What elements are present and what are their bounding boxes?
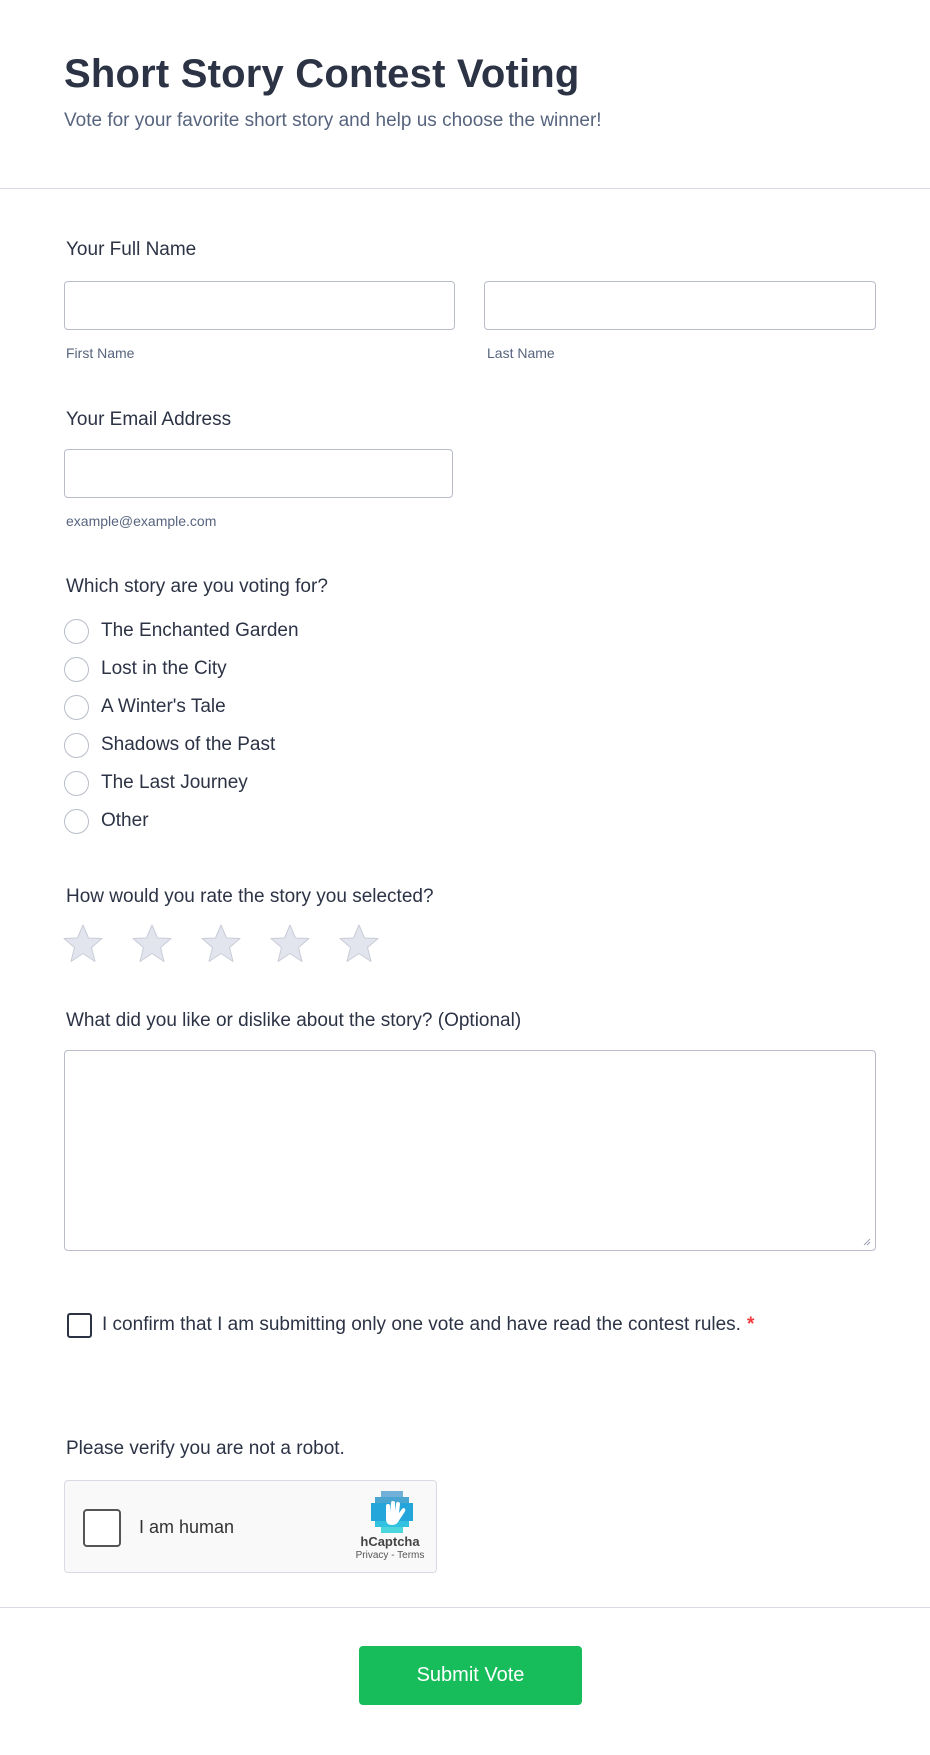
resize-grip-icon[interactable] xyxy=(863,1238,871,1246)
captcha-widget xyxy=(64,1480,437,1573)
last-name-sublabel: Last Name xyxy=(487,345,555,361)
submit-button[interactable]: Submit Vote xyxy=(359,1646,582,1705)
story-option-label: Shadows of the Past xyxy=(101,734,276,755)
story-option[interactable] xyxy=(64,731,275,759)
confirm-checkbox[interactable] xyxy=(67,1313,92,1338)
story-option-label: The Enchanted Garden xyxy=(101,620,299,641)
radio-circle-icon[interactable] xyxy=(64,619,89,644)
star-icon[interactable] xyxy=(338,923,380,965)
form-header xyxy=(0,0,930,189)
story-option[interactable] xyxy=(64,807,149,835)
radio-circle-icon[interactable] xyxy=(64,695,89,720)
radio-circle-icon[interactable] xyxy=(64,771,89,796)
confirm-text: I confirm that I am submitting only one vote and have read the contest rules. xyxy=(102,1314,741,1335)
confirm-label xyxy=(64,1311,784,1338)
hcaptcha-logo-icon xyxy=(371,1491,413,1533)
email-input[interactable] xyxy=(64,449,453,498)
rating-label: How would you rate the story you selected? xyxy=(66,886,434,907)
story-choice-label: Which story are you voting for? xyxy=(66,576,328,597)
story-option[interactable] xyxy=(64,617,299,645)
radio-circle-icon[interactable] xyxy=(64,733,89,758)
full-name-label: Your Full Name xyxy=(66,239,197,260)
form-title: Short Story Contest Voting xyxy=(64,52,580,96)
story-option[interactable] xyxy=(64,655,227,683)
captcha-checkbox[interactable] xyxy=(83,1509,121,1547)
first-name-sublabel: First Name xyxy=(66,345,135,361)
captcha-brand: hCaptcha xyxy=(360,1534,420,1549)
captcha-label: Please verify you are not a robot. xyxy=(66,1438,345,1459)
captcha-links[interactable]: Privacy - Terms xyxy=(355,1550,425,1561)
star-icon[interactable] xyxy=(200,923,242,965)
star-icon[interactable] xyxy=(131,923,173,965)
form-subtitle: Vote for your favorite short story and help us choose the winner! xyxy=(64,110,602,131)
email-label: Your Email Address xyxy=(66,409,232,430)
star-icon[interactable] xyxy=(62,923,104,965)
story-option-label: Lost in the City xyxy=(101,658,227,679)
form-footer xyxy=(0,1607,930,1755)
story-option-label: Other xyxy=(101,810,149,831)
required-mark: * xyxy=(746,1314,755,1335)
feedback-label: What did you like or dislike about the story? (Optional) xyxy=(66,1010,522,1031)
story-option-label: The Last Journey xyxy=(101,772,248,793)
radio-circle-icon[interactable] xyxy=(64,809,89,834)
first-name-input[interactable] xyxy=(64,281,455,330)
star-icon[interactable] xyxy=(269,923,311,965)
last-name-input[interactable] xyxy=(484,281,876,330)
story-option[interactable] xyxy=(64,693,226,721)
radio-circle-icon[interactable] xyxy=(64,657,89,682)
captcha-checkbox-label: I am human xyxy=(139,1517,235,1537)
feedback-textarea[interactable] xyxy=(64,1050,876,1251)
story-option-label: A Winter's Tale xyxy=(101,696,226,717)
email-sublabel: example@example.com xyxy=(66,513,217,529)
story-option[interactable] xyxy=(64,769,248,797)
